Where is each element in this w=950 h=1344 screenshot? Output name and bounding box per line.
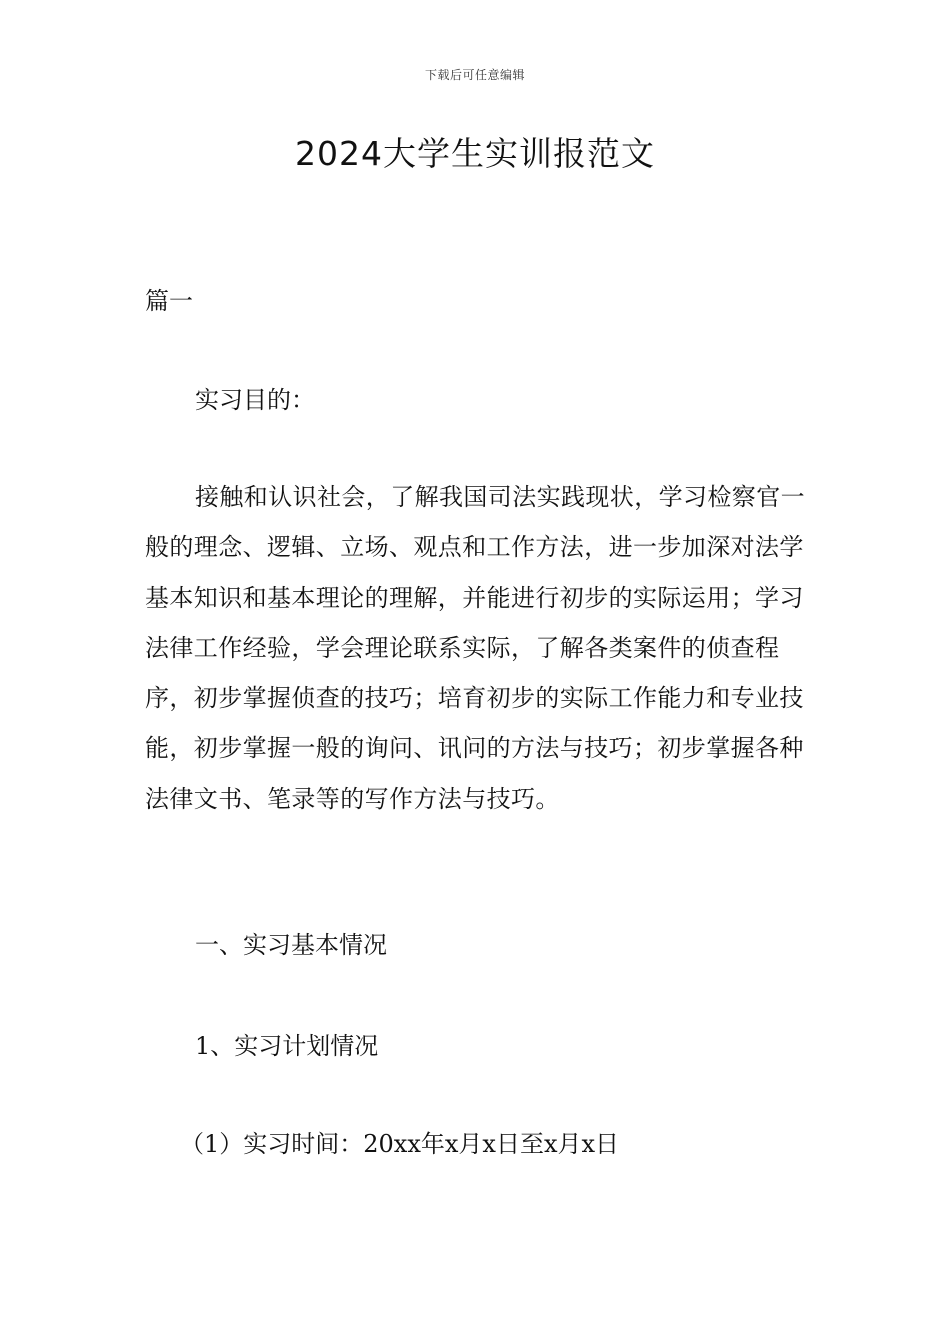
- section-heading-basic-info: 一、实习基本情况: [195, 931, 387, 959]
- subsection-heading-plan: 1、实习计划情况: [195, 1032, 379, 1060]
- purpose-paragraph: 接触和认识社会，了解我国司法实践现状，学习检察官一般的理念、逻辑、立场、观点和工作方法，进一步加深对法学基本知识和基本理论的理解，并能进行初步的实际运用；学习法律工作经验，学会理论联系实际，了解各类案件的侦查程序，初步掌握侦查的技巧；培育初步的实际工作能力和专业技能，初步掌握一般的询问、讯问的方法与技巧；初步掌握各种法律文书、笔录等的写作方法与技巧。: [145, 483, 805, 813]
- header-note: 下载后可任意编辑: [424, 68, 525, 82]
- section-label: 篇一: [145, 287, 193, 315]
- purpose-heading: 实习目的：: [195, 386, 315, 414]
- list-item-internship-time: （1）实习时间：20xx年x月x日至x月x日: [180, 1130, 620, 1158]
- document-title: 2024大学生实训报范文: [295, 134, 655, 173]
